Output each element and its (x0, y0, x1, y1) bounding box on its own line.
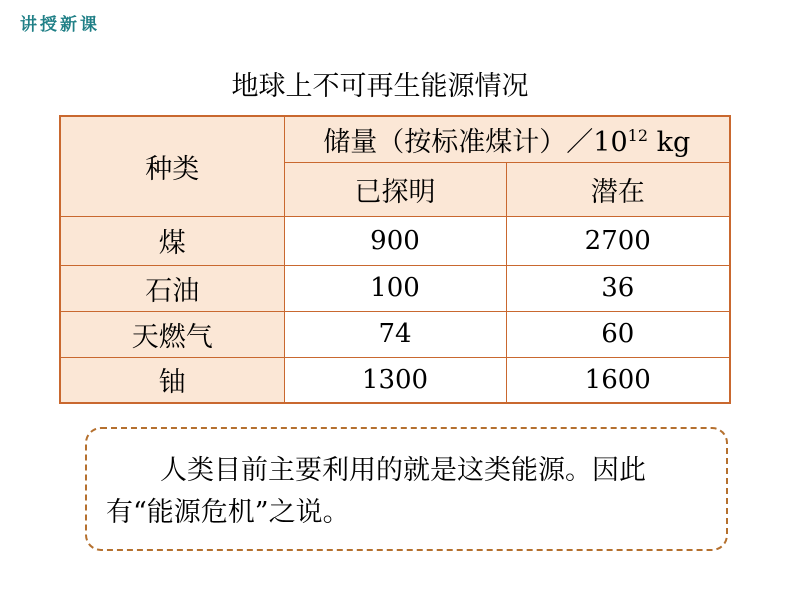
row-label: 天燃气 (60, 311, 284, 357)
col-header-potential: 潜在 (506, 162, 730, 216)
proven-value: 900 (284, 216, 506, 265)
row-header-label: 种类 (60, 116, 284, 216)
potential-value: 36 (506, 265, 730, 311)
proven-value: 1300 (284, 357, 506, 403)
potential-value: 60 (506, 311, 730, 357)
reserves-group-header (284, 116, 730, 162)
table-header-row (60, 116, 730, 162)
proven-value: 74 (284, 311, 506, 357)
potential-value: 1600 (506, 357, 730, 403)
row-label: 石油 (60, 265, 284, 311)
section-tag: 讲授新课 (20, 15, 100, 35)
col-header-proven: 已探明 (284, 162, 506, 216)
row-label: 铀 (60, 357, 284, 403)
potential-value: 2700 (506, 216, 730, 265)
table-row (60, 311, 730, 357)
table-row (60, 265, 730, 311)
note-text: 人类目前主要利用的就是这类能源。因此有“能源危机”之说。 (106, 455, 646, 528)
energy-reserves-table (59, 115, 731, 404)
slide-title: 地球上不可再生能源情况 (231, 71, 529, 102)
table-row (60, 357, 730, 403)
table-row (60, 216, 730, 265)
row-label: 煤 (60, 216, 284, 265)
reserves-group-header-text: 储量（按标准煤计）／10 (323, 126, 628, 158)
unit-suffix: kg (648, 126, 691, 158)
proven-value: 100 (284, 265, 506, 311)
unit-exponent: 12 (627, 125, 648, 145)
